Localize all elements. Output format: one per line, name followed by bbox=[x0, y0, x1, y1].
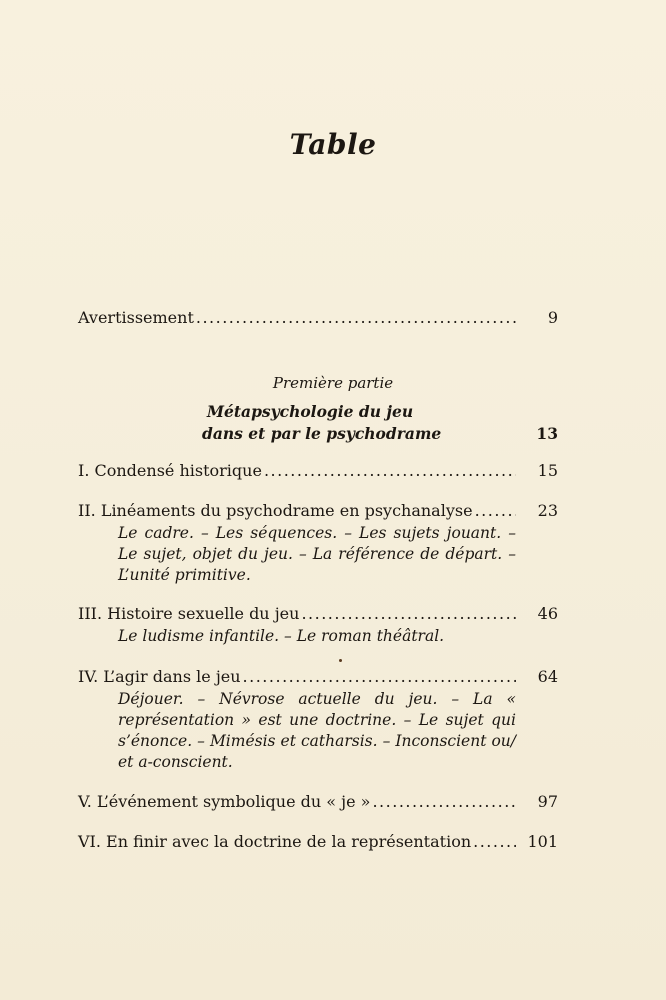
toc-entry-chapter-5 bbox=[78, 792, 558, 812]
toc-entry-chapter-6 bbox=[78, 832, 558, 852]
part-title-line1: Métapsychologie du jeu bbox=[206, 402, 414, 421]
toc-entry-subsections: Le cadre. – Les séquences. – Les sujets jouant. – Le sujet, objet du jeu. – La référence de départ. – L’unité primitive. bbox=[118, 524, 516, 584]
toc-entry-chapter-2 bbox=[78, 501, 558, 521]
toc-page-number: 9 bbox=[547, 308, 558, 327]
toc-entry-subsections: Déjouer. – Névrose actuelle du jeu. – La « représentation » est une doctrine. – Le sujet qui s’énonce. – Mimésis et catharsis. – Inconscient ou/ et a-conscient. bbox=[118, 690, 516, 771]
toc-entry-label: I. Condensé historique bbox=[78, 461, 262, 480]
toc-entry-label: VI. En finir avec la doctrine de la représentation bbox=[78, 832, 472, 851]
toc-entry-label: II. Linéaments du psychodrame en psychanalyse bbox=[78, 501, 473, 520]
toc-entry-subsections: Le ludisme infantile. – Le roman théâtral. bbox=[118, 627, 445, 645]
dot-leader bbox=[301, 604, 516, 624]
toc-page-number: 15 bbox=[537, 461, 558, 480]
toc-page-number: 97 bbox=[537, 792, 558, 811]
toc-page-number: 101 bbox=[527, 832, 558, 851]
toc-entry-chapter-1 bbox=[78, 461, 558, 481]
toc-entry-chapter-4 bbox=[78, 667, 558, 687]
part-heading: Première partie bbox=[272, 374, 394, 392]
dot-leader bbox=[196, 308, 516, 328]
toc-page-number: 64 bbox=[537, 667, 558, 686]
part-page-number: 13 bbox=[536, 424, 558, 443]
dot-leader bbox=[372, 792, 516, 812]
page-title: Table bbox=[289, 128, 377, 161]
toc-entry-label: V. L’événement symbolique du « je » bbox=[78, 792, 371, 811]
toc-page-number: 46 bbox=[537, 604, 558, 623]
paper-speck bbox=[339, 659, 342, 662]
toc-entry-label: Avertissement bbox=[78, 308, 194, 327]
part-title-line2-row bbox=[150, 423, 558, 445]
toc-entry-label: IV. L’agir dans le jeu bbox=[78, 667, 241, 686]
dot-leader bbox=[264, 461, 516, 481]
dot-leader bbox=[473, 832, 516, 852]
dot-leader bbox=[243, 667, 516, 687]
toc-entry-label: III. Histoire sexuelle du jeu bbox=[78, 604, 300, 623]
part-title bbox=[150, 401, 558, 445]
toc-entry-foreword bbox=[78, 308, 558, 328]
part-title-line2: dans et par le psychodrame bbox=[202, 424, 442, 443]
toc-entry-chapter-3 bbox=[78, 604, 558, 624]
dot-leader bbox=[475, 501, 516, 521]
toc-page-number: 23 bbox=[537, 501, 558, 520]
